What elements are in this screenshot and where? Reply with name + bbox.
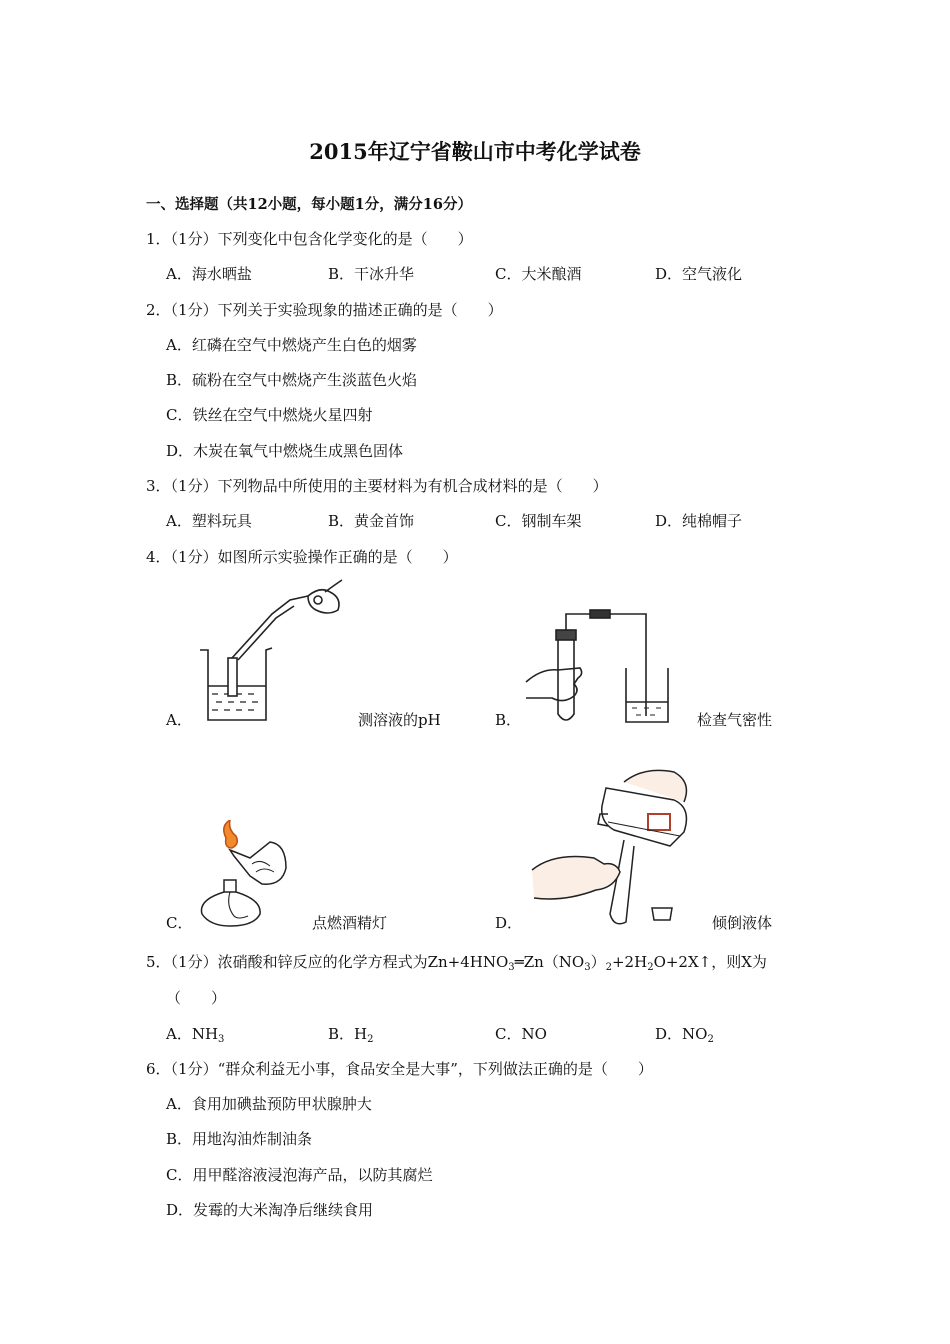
q4-option-c-letter: C． xyxy=(166,914,193,932)
figure-d-pouring-liquid xyxy=(524,762,704,930)
q6-option-b: B．用地沟油炸制油条 xyxy=(166,1130,313,1148)
q5-option-b: B．$H_2$ xyxy=(328,1025,374,1045)
question-3-stem: 3．（1分）下列物品中所使用的主要材料为有机合成材料的是（ ） xyxy=(146,477,608,495)
q4-option-c-caption: 点燃酒精灯 xyxy=(312,914,388,932)
question-5-stem: 5．（1分）浓硝酸和锌反应的化学方程式为$Zn+4HNO_3═Zn(NO_3)_2+2H_2O+2X↑$，则X为 xyxy=(146,953,767,973)
figure-c-alcohol-lamp xyxy=(190,820,300,930)
q3-option-c: C．钢制车架 xyxy=(495,512,582,530)
q1-option-b: B．干冰升华 xyxy=(328,265,415,283)
q3-option-b: B．黄金首饰 xyxy=(328,512,415,530)
q1-option-c: C．大米酿酒 xyxy=(495,265,582,283)
q4-option-b-caption: 检查气密性 xyxy=(697,711,773,729)
q3-option-a: A．塑料玩具 xyxy=(166,512,252,530)
question-2-stem: 2．（1分）下列关于实验现象的描述正确的是（ ） xyxy=(146,301,503,319)
question-6-stem: 6．（1分）“群众利益无小事，食品安全是大事”，下列做法正确的是（ ） xyxy=(146,1060,653,1078)
q2-option-d: D．木炭在氧气中燃烧生成黑色固体 xyxy=(166,442,404,460)
question-5-answer-paren: （ ） xyxy=(166,989,227,1007)
q6-option-c: C．用甲醛溶液浸泡海产品，以防其腐烂 xyxy=(166,1166,433,1184)
q3-option-d: D．纯棉帽子 xyxy=(655,512,743,530)
q2-option-c: C．铁丝在空气中燃烧火星四射 xyxy=(166,406,373,424)
q4-option-b-letter: B． xyxy=(495,711,522,729)
figure-a-ph-test xyxy=(190,578,350,728)
figure-b-airtightness xyxy=(522,608,682,728)
q1-option-a: A．海水晒盐 xyxy=(166,265,252,283)
q2-option-b: B．硫粉在空气中燃烧产生淡蓝色火焰 xyxy=(166,371,418,389)
q4-option-a-letter: A． xyxy=(166,711,192,729)
q5-option-c: C．NO xyxy=(495,1025,547,1043)
q6-option-d: D．发霉的大米淘净后继续食用 xyxy=(166,1201,374,1219)
q6-option-a: A．食用加碘盐预防甲状腺肿大 xyxy=(166,1095,372,1113)
q1-option-d: D．空气液化 xyxy=(655,265,743,283)
q4-option-d-caption: 倾倒液体 xyxy=(712,914,773,932)
question-1-stem: 1．（1分）下列变化中包含化学变化的是（ ） xyxy=(146,230,473,248)
section-heading: 一、选择题（共12小题，每小题1分，满分16分） xyxy=(146,196,472,213)
q2-option-a: A．红磷在空气中燃烧产生白色的烟雾 xyxy=(166,336,417,354)
q4-option-a-caption: 测溶液的pH xyxy=(358,711,441,729)
q5-option-a: A．$NH_3$ xyxy=(166,1025,225,1045)
q5-option-d: D．$NO_2$ xyxy=(655,1025,714,1045)
exam-title: 2015年辽宁省鞍山市中考化学试卷 xyxy=(309,139,641,164)
question-4-stem: 4．（1分）如图所示实验操作正确的是（ ） xyxy=(146,548,458,566)
q4-option-d-letter: D． xyxy=(495,914,523,932)
